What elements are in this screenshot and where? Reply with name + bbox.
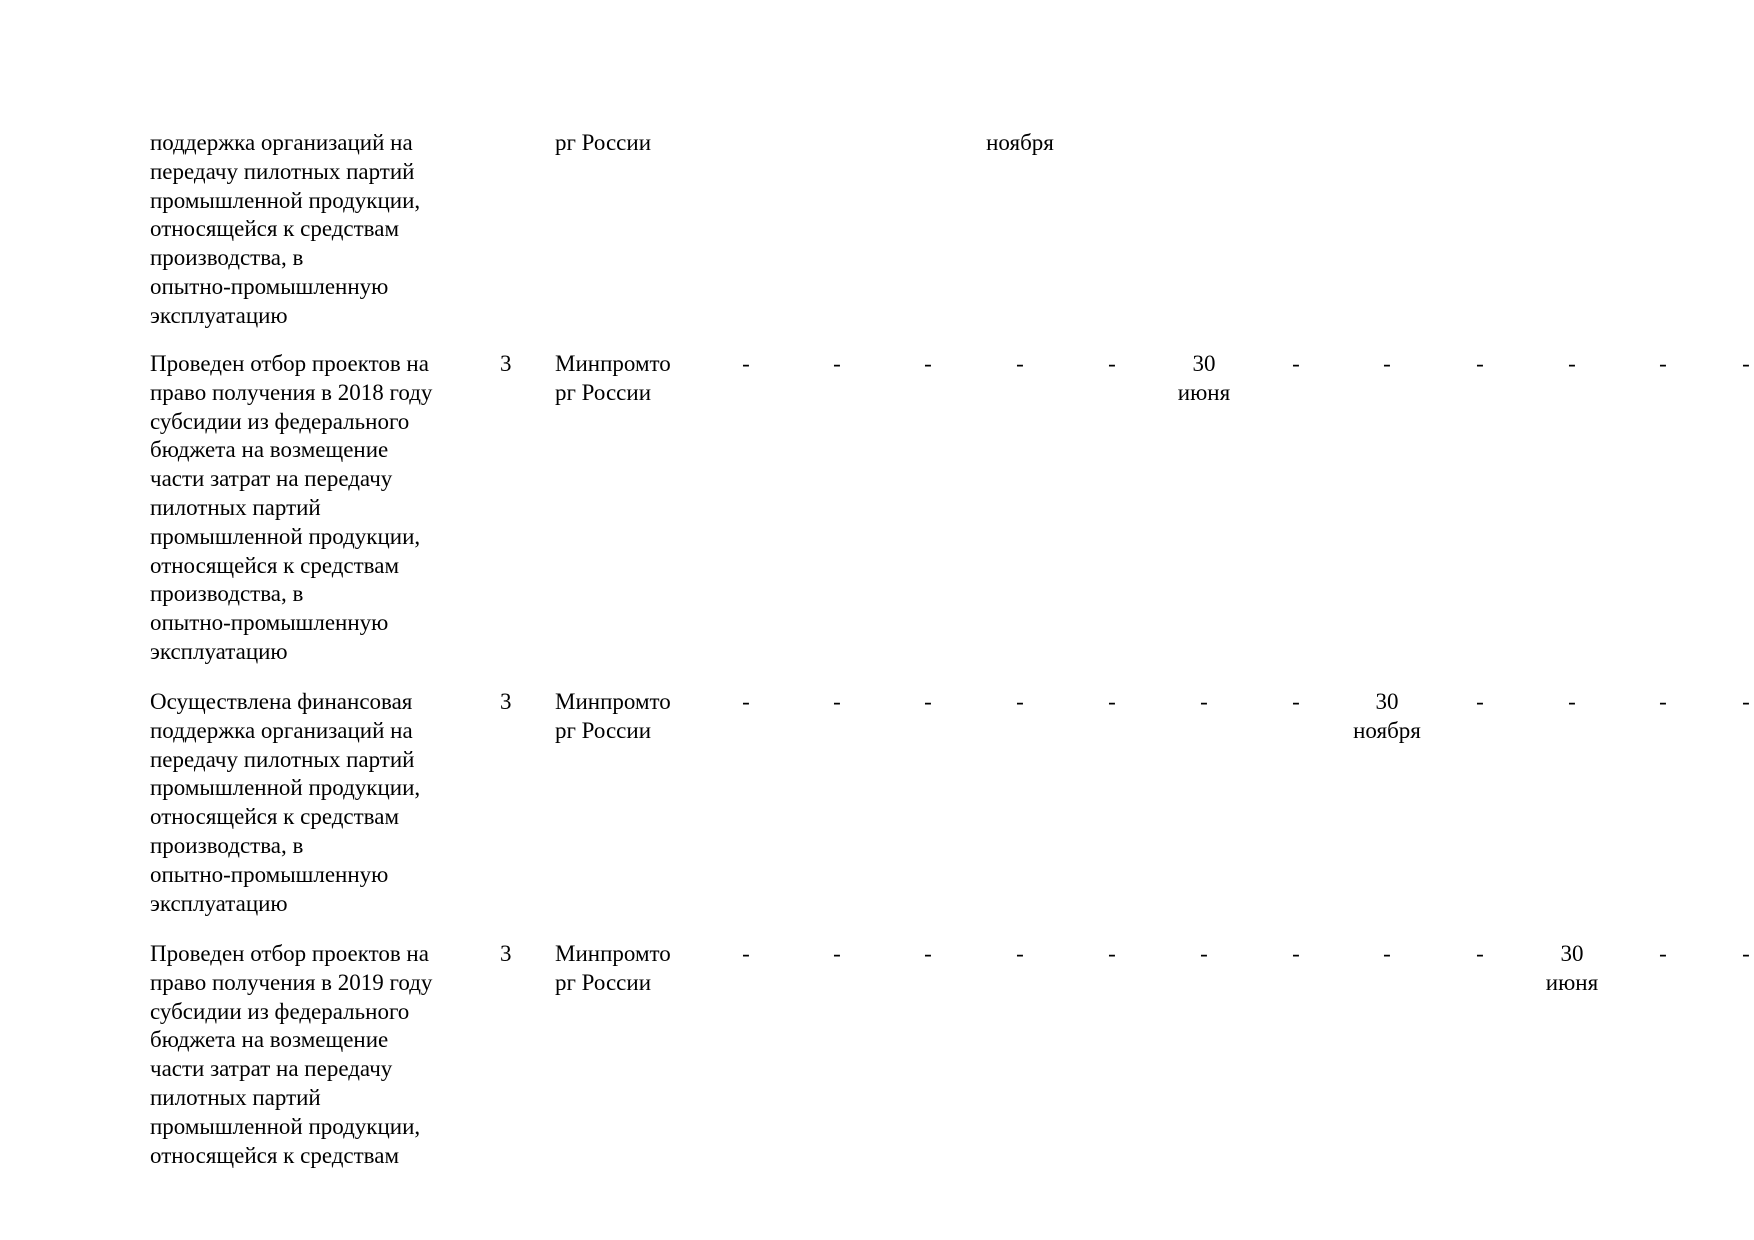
text-line: Осуществлена финансовая bbox=[150, 689, 413, 714]
text-line: право получения в 2019 году bbox=[150, 969, 433, 995]
text-line: опытно-промышленную bbox=[150, 273, 389, 299]
text-line: - bbox=[742, 941, 750, 966]
text-line: - bbox=[924, 351, 932, 376]
period-cell bbox=[1434, 350, 1526, 379]
row-number: 3 bbox=[500, 941, 512, 966]
period-cell bbox=[882, 688, 974, 717]
text-line: - bbox=[1742, 941, 1750, 966]
text-line: июня bbox=[1545, 969, 1599, 995]
text-line: - bbox=[833, 941, 841, 966]
period-cell bbox=[1341, 350, 1433, 379]
period-cell bbox=[700, 940, 792, 969]
text-line: эксплуатацию bbox=[150, 302, 288, 328]
text-line: промышленной продукции, bbox=[150, 523, 421, 549]
responsible-org bbox=[555, 940, 705, 998]
text-line: эксплуатацию bbox=[150, 638, 288, 664]
text-line: - bbox=[1476, 351, 1484, 376]
text-line: - bbox=[1200, 689, 1208, 714]
text-line: - bbox=[1292, 689, 1300, 714]
text-line: рг России bbox=[555, 379, 652, 405]
text-line: - bbox=[924, 689, 932, 714]
text-line: - bbox=[1292, 941, 1300, 966]
period-cell bbox=[1434, 940, 1526, 969]
text-line: - bbox=[1568, 351, 1576, 376]
text-line: поддержка организаций на bbox=[150, 130, 413, 155]
row-number: 3 bbox=[500, 689, 512, 714]
text-line: промышленной продукции, bbox=[150, 187, 421, 213]
responsible-org bbox=[555, 129, 705, 158]
row-description bbox=[150, 940, 470, 1170]
text-line: - bbox=[1383, 941, 1391, 966]
text-line: - bbox=[742, 351, 750, 376]
period-cell bbox=[1526, 940, 1618, 998]
text-line: Минпромто bbox=[555, 351, 671, 376]
text-line: - bbox=[1742, 689, 1750, 714]
period-cell bbox=[974, 129, 1066, 158]
text-line: субсидии из федерального bbox=[150, 408, 410, 434]
text-line: бюджета на возмещение bbox=[150, 1027, 389, 1053]
period-cell bbox=[1341, 688, 1433, 746]
period-cell bbox=[1617, 688, 1709, 717]
period-cell bbox=[791, 350, 883, 379]
period-cell bbox=[1066, 350, 1158, 379]
text-line: - bbox=[1292, 351, 1300, 376]
period-cell bbox=[1250, 688, 1342, 717]
text-line: право получения в 2018 году bbox=[150, 379, 433, 405]
period-cell bbox=[791, 940, 883, 969]
text-line: бюджета на возмещение bbox=[150, 437, 389, 463]
text-line: - bbox=[1108, 689, 1116, 714]
text-line: - bbox=[1742, 351, 1750, 376]
period-cell bbox=[1158, 350, 1250, 408]
period-cell bbox=[1526, 688, 1618, 717]
period-cell bbox=[1700, 350, 1754, 379]
text-line: части затрат на передачу bbox=[150, 466, 393, 492]
text-line: - bbox=[1383, 351, 1391, 376]
text-line: - bbox=[1568, 689, 1576, 714]
text-line: ноября bbox=[986, 130, 1054, 155]
period-cell bbox=[1434, 688, 1526, 717]
period-cell bbox=[1158, 940, 1250, 969]
responsible-org bbox=[555, 688, 705, 746]
text-line: производства, в bbox=[150, 581, 304, 607]
text-line: промышленной продукции, bbox=[150, 1113, 421, 1139]
text-line: части затрат на передачу bbox=[150, 1056, 393, 1082]
text-line: - bbox=[833, 689, 841, 714]
period-cell bbox=[1341, 940, 1433, 969]
period-cell bbox=[1066, 688, 1158, 717]
text-line: эксплуатацию bbox=[150, 890, 288, 916]
text-line: опытно-промышленную bbox=[150, 610, 389, 636]
text-line: - bbox=[1659, 941, 1667, 966]
row-description bbox=[150, 129, 470, 331]
text-line: июня bbox=[1177, 379, 1231, 405]
text-line: - bbox=[1016, 941, 1024, 966]
text-line: Минпромто bbox=[555, 689, 671, 714]
period-cell bbox=[1250, 940, 1342, 969]
text-line: - bbox=[1476, 689, 1484, 714]
text-line: - bbox=[1016, 689, 1024, 714]
period-cell bbox=[1700, 940, 1754, 969]
text-line: - bbox=[1659, 351, 1667, 376]
period-cell bbox=[974, 940, 1066, 969]
period-cell bbox=[974, 350, 1066, 379]
text-line: - bbox=[924, 941, 932, 966]
text-line: Минпромто bbox=[555, 941, 671, 966]
period-cell bbox=[1617, 350, 1709, 379]
text-line: пилотных партий bbox=[150, 1084, 321, 1110]
text-line: 30 bbox=[1192, 351, 1216, 376]
text-line: - bbox=[1108, 351, 1116, 376]
period-cell bbox=[1700, 688, 1754, 717]
text-line: передачу пилотных партий bbox=[150, 746, 415, 772]
text-line: пилотных партий bbox=[150, 494, 321, 520]
text-line: передачу пилотных партий bbox=[150, 158, 415, 184]
text-line: 30 bbox=[1560, 941, 1584, 966]
text-line: производства, в bbox=[150, 832, 304, 858]
period-cell bbox=[791, 688, 883, 717]
row-description bbox=[150, 688, 470, 918]
responsible-org bbox=[555, 350, 705, 408]
period-cell bbox=[1250, 350, 1342, 379]
text-line: относящейся к средствам bbox=[150, 804, 400, 830]
text-line: - bbox=[1659, 689, 1667, 714]
row-description bbox=[150, 350, 470, 667]
text-line: - bbox=[1476, 941, 1484, 966]
text-line: - bbox=[1108, 941, 1116, 966]
text-line: - bbox=[742, 689, 750, 714]
period-cell bbox=[1526, 350, 1618, 379]
text-line: промышленной продукции, bbox=[150, 775, 421, 801]
period-cell bbox=[882, 350, 974, 379]
text-line: ноября bbox=[1353, 717, 1421, 743]
period-cell bbox=[700, 688, 792, 717]
text-line: Проведен отбор проектов на bbox=[150, 941, 429, 966]
period-cell bbox=[1066, 940, 1158, 969]
period-cell bbox=[1158, 688, 1250, 717]
row-number: 3 bbox=[500, 351, 512, 376]
text-line: субсидии из федерального bbox=[150, 998, 410, 1024]
text-line: 30 bbox=[1375, 689, 1399, 714]
text-line: опытно-промышленную bbox=[150, 861, 389, 887]
text-line: поддержка организаций на bbox=[150, 717, 413, 743]
period-cell bbox=[882, 940, 974, 969]
text-line: Проведен отбор проектов на bbox=[150, 351, 429, 376]
period-cell bbox=[1617, 940, 1709, 969]
text-line: относящейся к средствам bbox=[150, 1142, 400, 1168]
text-line: рг России bbox=[555, 717, 652, 743]
text-line: производства, в bbox=[150, 245, 304, 271]
text-line: рг России bbox=[555, 969, 652, 995]
text-line: - bbox=[1016, 351, 1024, 376]
text-line: - bbox=[833, 351, 841, 376]
text-line: рг России bbox=[555, 130, 652, 155]
period-cell bbox=[700, 350, 792, 379]
text-line: относящейся к средствам bbox=[150, 216, 400, 242]
text-line: относящейся к средствам bbox=[150, 552, 400, 578]
text-line: - bbox=[1200, 941, 1208, 966]
period-cell bbox=[974, 688, 1066, 717]
